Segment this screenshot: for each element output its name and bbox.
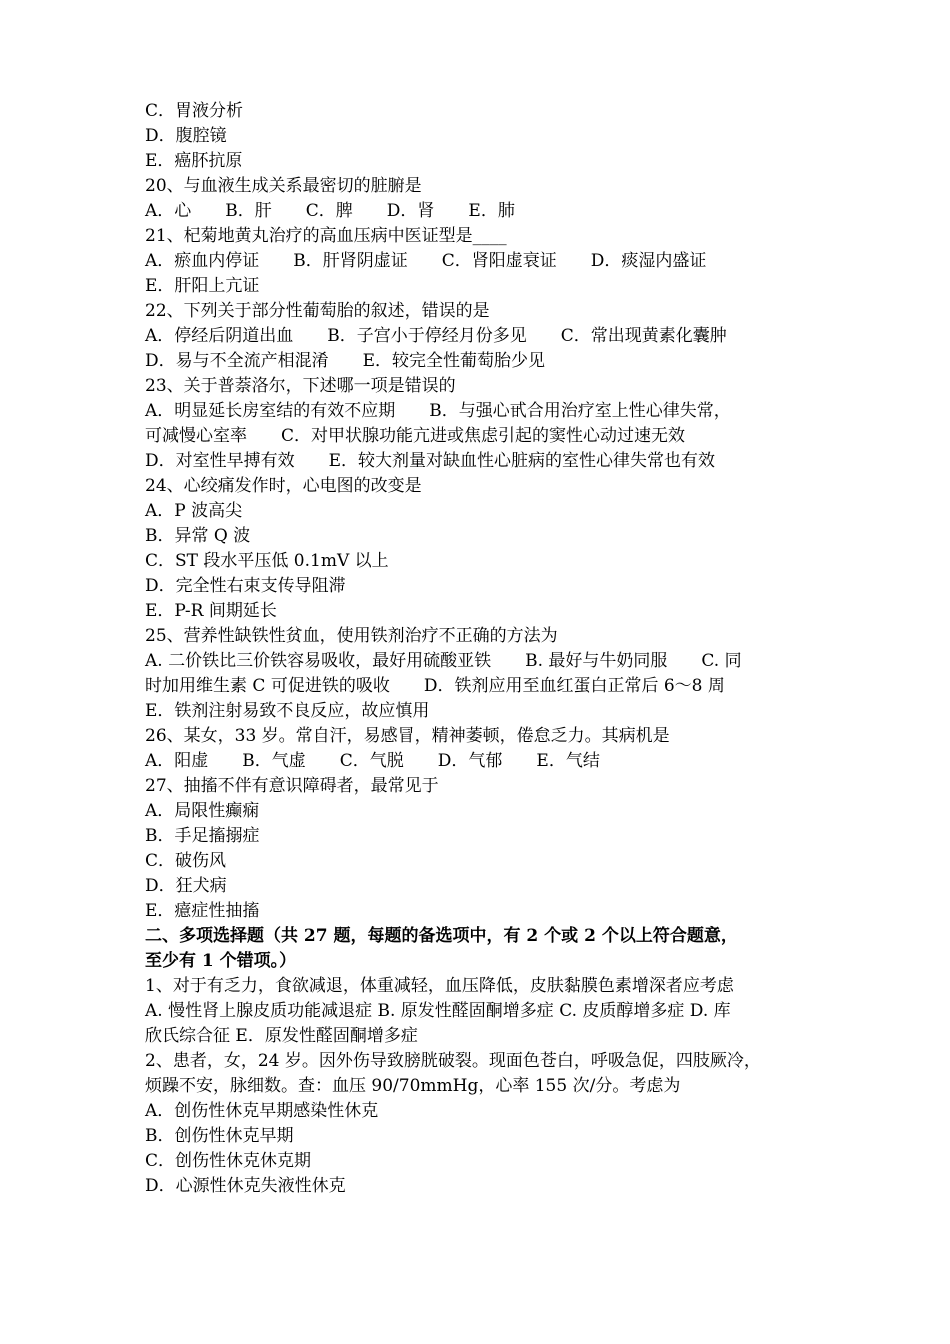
text-line: D．狂犬病 <box>145 876 227 896</box>
text-line: A. 二价铁比三价铁容易吸收，最好用硫酸亚铁 B. 最好与牛奶同服 C. 同 <box>145 651 742 671</box>
text-line: 24、心绞痛发作时，心电图的改变是 <box>145 476 422 496</box>
text-line: 26、某女，33 岁。常自汗，易感冒，精神萎顿，倦怠乏力。其病机是 <box>145 726 670 746</box>
text-line: D．对室性早搏有效 E．较大剂量对缺血性心脏病的室性心律失常也有效 <box>145 451 716 471</box>
text-line: 1、对于有乏力，食欲减退，体重减轻，血压降低，皮肤黏膜色素增深者应考虑 <box>145 976 734 996</box>
text-line: A．阳虚 B．气虚 C．气脱 D．气郁 E．气结 <box>145 751 600 771</box>
text-line: A．瘀血内停证 B．肝肾阴虚证 C．肾阳虚衰证 D．痰湿内盛证 <box>145 251 707 271</box>
text-line: 20、与血液生成关系最密切的脏腑是 <box>145 176 422 196</box>
text-line: B．手足搐搦症 <box>145 826 260 846</box>
text-line: C．ST 段水平压低 0.1mV 以上 <box>145 551 389 571</box>
text-line: 23、关于普萘洛尔，下述哪一项是错误的 <box>145 376 456 396</box>
text-line: E．癌肧抗原 <box>145 151 243 171</box>
text-line: C．创伤性休克休克期 <box>145 1151 312 1171</box>
text-line: 21、杞菊地黄丸治疗的高血压病中医证型是____ <box>145 226 507 246</box>
text-line: B．异常 Q 波 <box>145 526 251 546</box>
text-line: 烦躁不安，脉细数。查：血压 90/70mmHg，心率 155 次/分。考虑为 <box>145 1076 681 1096</box>
text-line: 可减慢心室率 C．对甲状腺功能亢进或焦虑引起的窦性心动过速无效 <box>145 426 686 446</box>
text-line: A．停经后阴道出血 B．子宫小于停经月份多见 C．常出现黄素化囊肿 <box>145 326 727 346</box>
text-line: A. 慢性肾上腺皮质功能减退症 B. 原发性醛固酮增多症 C. 皮质醇增多症 D. 库 <box>145 1001 731 1021</box>
text-line: A．明显延长房室结的有效不应期 B．与强心甙合用治疗室上性心律失常， <box>145 401 731 421</box>
text-line: 时加用维生素 C 可促进铁的吸收 D．铁剂应用至血红蛋白正常后 6～8 周 <box>145 676 725 696</box>
text-line: 二、多项选择题（共 27 题，每题的备选项中，有 2 个或 2 个以上符合题意， <box>145 926 738 946</box>
text-line: 欣氏综合征 E．原发性醛固酮增多症 <box>145 1026 418 1046</box>
text-line: E．肝阳上亢证 <box>145 276 260 296</box>
text-line: 27、抽搐不伴有意识障碍者，最常见于 <box>145 776 439 796</box>
text-line: D．腹腔镜 <box>145 126 227 146</box>
text-line: A．心 B．肝 C．脾 D．肾 E．肺 <box>145 201 515 221</box>
text-line: E．癔症性抽搐 <box>145 901 260 921</box>
text-line: A．局限性癫痫 <box>145 801 260 821</box>
text-line: A．创伤性休克早期感染性休克 <box>145 1101 379 1121</box>
text-line: C．破伤风 <box>145 851 227 871</box>
text-line: B．创伤性休克早期 <box>145 1126 294 1146</box>
text-line: A．P 波高尖 <box>145 501 243 521</box>
text-line: C．胃液分析 <box>145 101 244 121</box>
text-line: 至少有 1 个错项。） <box>145 951 297 971</box>
text-line: E．铁剂注射易致不良反应，故应慎用 <box>145 701 430 721</box>
text-line: D．易与不全流产相混淆 E．较完全性葡萄胎少见 <box>145 351 546 371</box>
text-line: E．P-R 间期延长 <box>145 601 277 621</box>
text-line: 22、下列关于部分性葡萄胎的叙述，错误的是 <box>145 301 490 321</box>
text-line: D．心源性休克失液性休克 <box>145 1176 346 1196</box>
text-line: 25、营养性缺铁性贫血，使用铁剂治疗不正确的方法为 <box>145 626 558 646</box>
text-line: 2、患者，女，24 岁。因外伤导致膀胱破裂。现面色苍白，呼吸急促，四肢厥冷， <box>145 1051 761 1071</box>
text-line: D．完全性右束支传导阻滞 <box>145 576 346 596</box>
